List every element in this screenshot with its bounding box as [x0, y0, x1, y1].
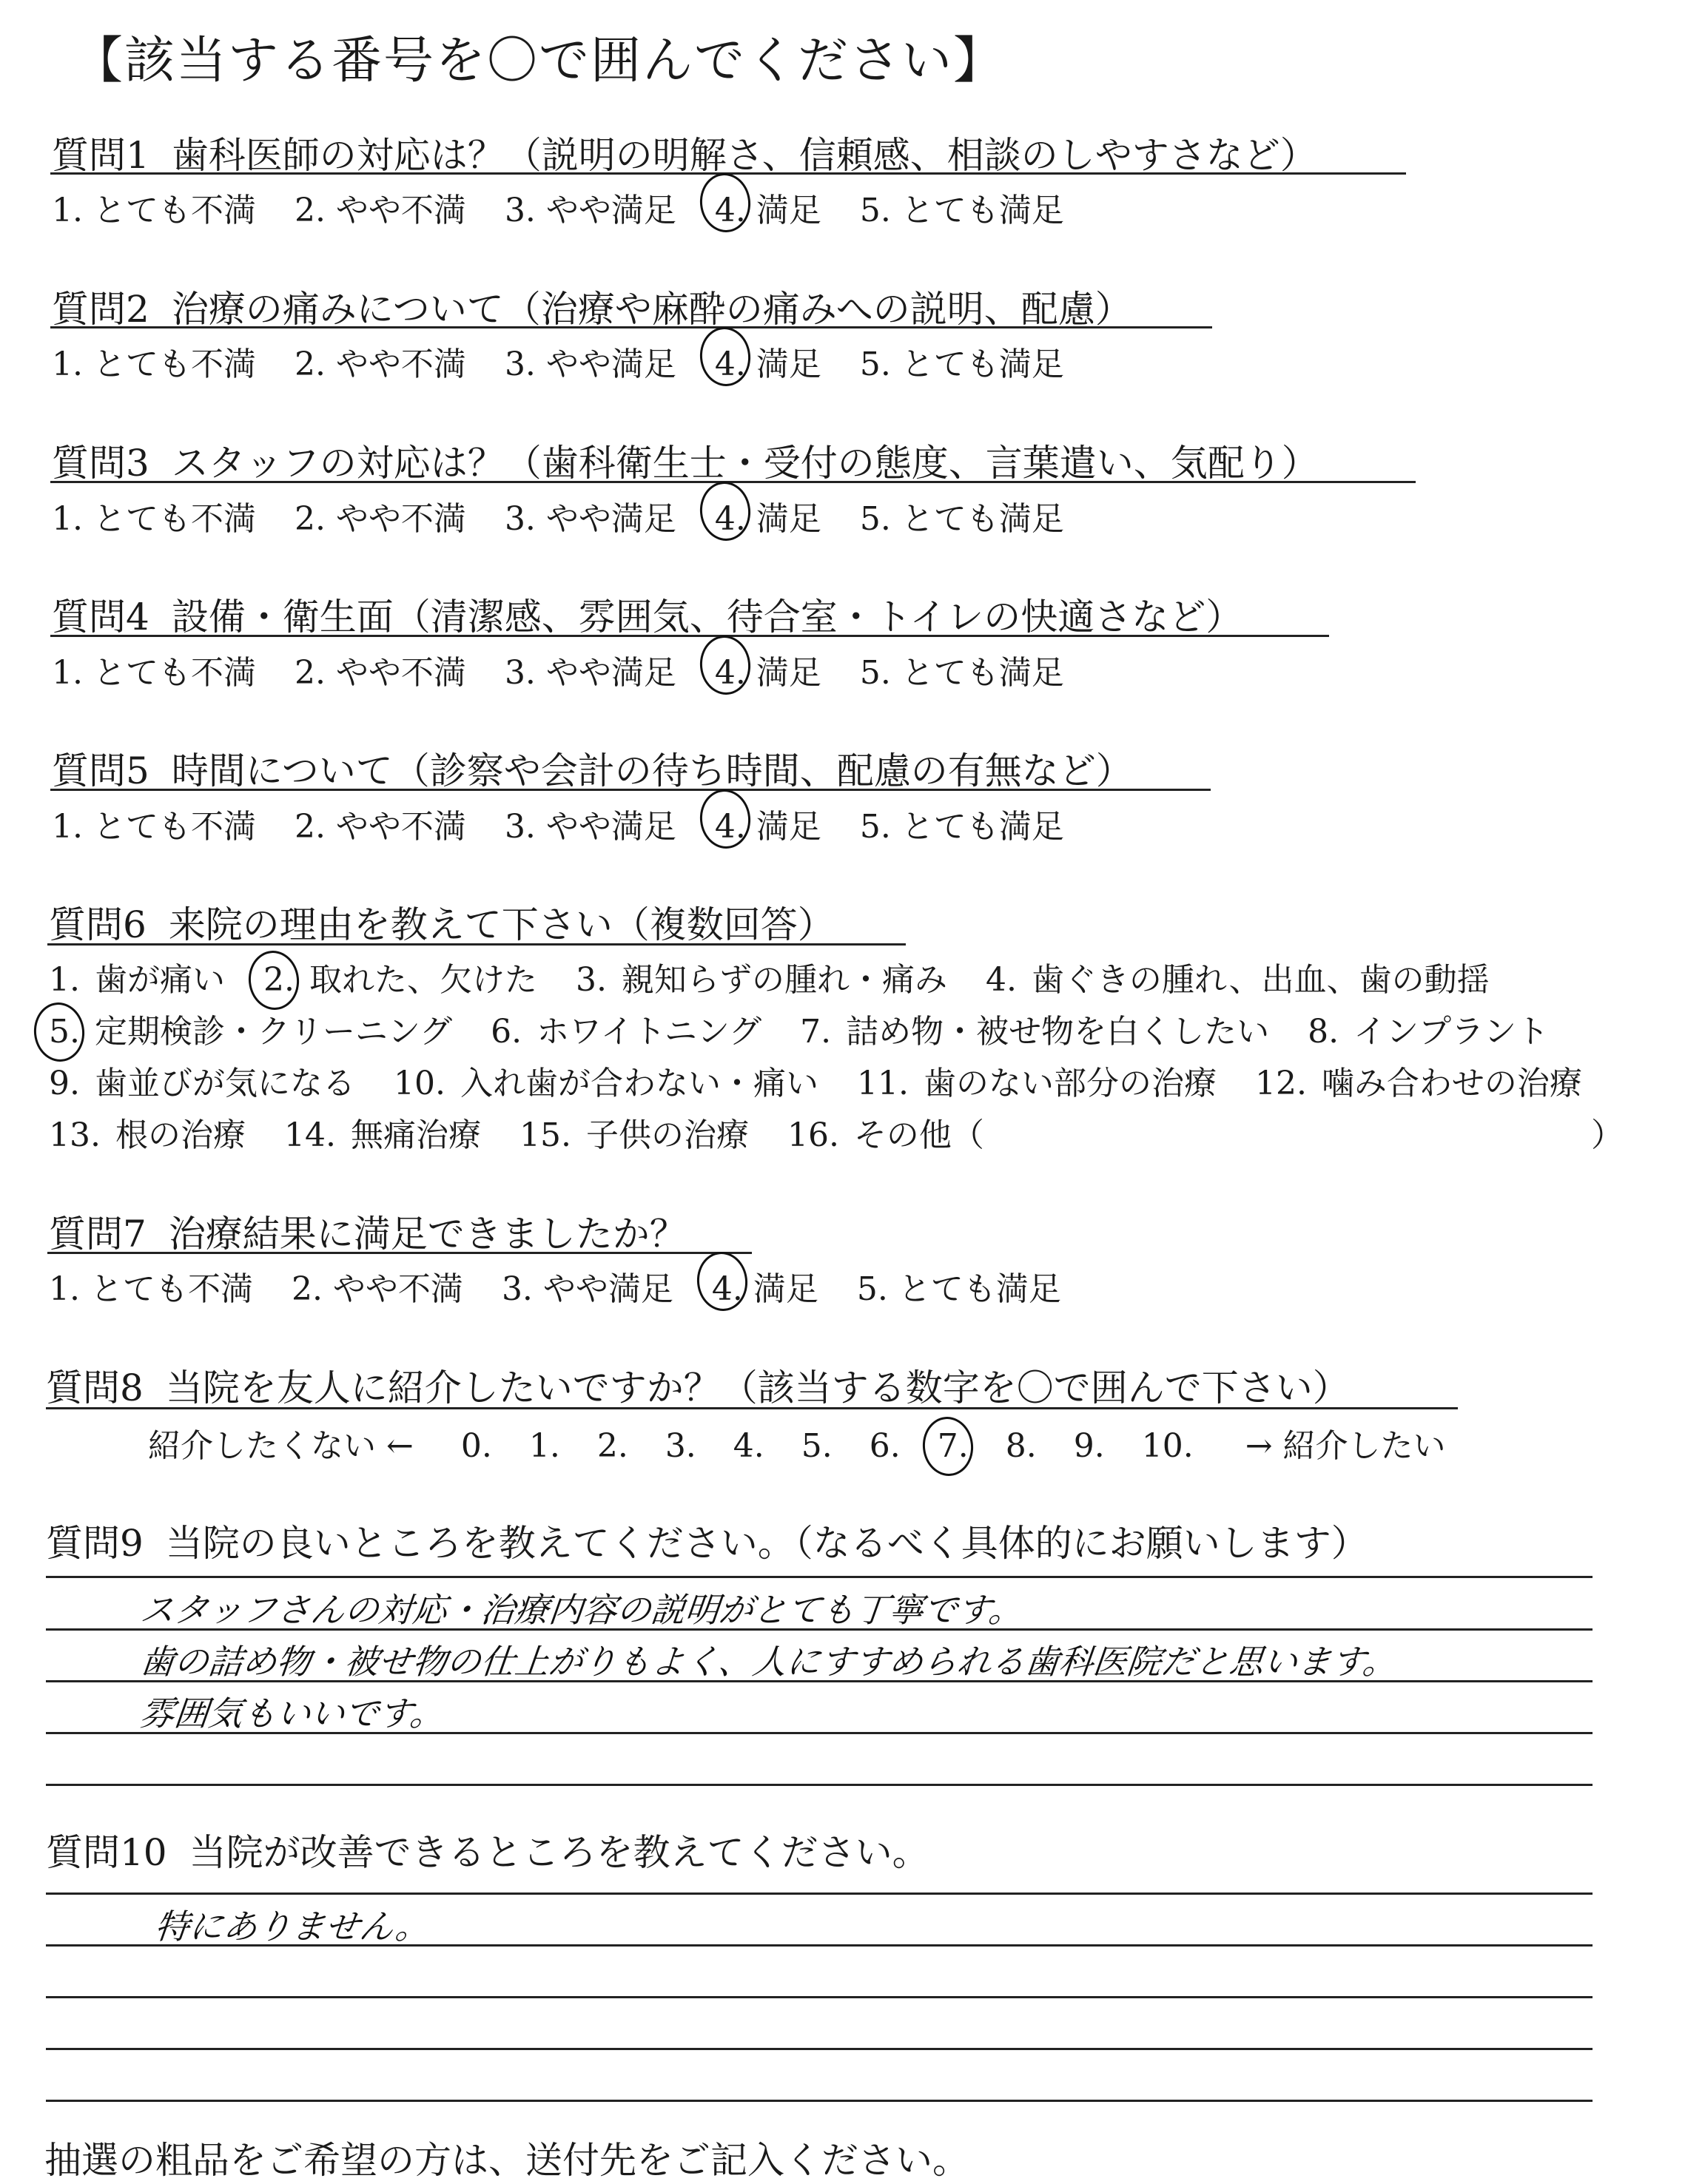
question-2-underline [50, 326, 1212, 328]
scale-values [461, 1427, 1231, 1465]
reason-number: 8. [1308, 1013, 1339, 1051]
reason-option[interactable] [49, 1056, 355, 1104]
question-4-options [52, 646, 1103, 693]
q4-option-5[interactable]: 5. とても満足 [859, 654, 1064, 692]
reason-label: その他（ [853, 1116, 984, 1154]
reason-label: 噛み合わせの治療 [1321, 1065, 1582, 1102]
reason-label: 根の治療 [115, 1116, 246, 1154]
answer-line [46, 1893, 1593, 1895]
reason-label: ホワイトニング [537, 1013, 762, 1051]
question-7-options [49, 1262, 1100, 1310]
question-3-heading [52, 434, 1319, 487]
q1-option-4[interactable]: 4. 満足 [715, 183, 821, 231]
question-10-heading [46, 1823, 929, 1876]
reason-label: 親知らずの腫れ・痛み [621, 961, 947, 999]
reason-label: 入れ歯が合わない・痛い [460, 1065, 818, 1102]
question-4-number: 質問4 [52, 596, 149, 638]
q7-option-4[interactable]: 4. 満足 [712, 1262, 818, 1310]
q1-option-1[interactable]: 1. とても不満 [52, 192, 256, 229]
scale-value[interactable]: 7. [937, 1427, 969, 1465]
reason-option[interactable] [576, 953, 947, 1000]
reason-option[interactable] [49, 953, 225, 1000]
q7-option-2[interactable]: 2. やや不満 [291, 1270, 463, 1308]
scale-value[interactable]: 0. [460, 1427, 492, 1465]
question-9-answer-line-1: スタッフさんの対応・治療内容の説明がとても丁寧です。 [138, 1590, 1025, 1630]
reason-number: 2. [263, 961, 295, 999]
reason-label: 取れた、欠けた [309, 961, 537, 999]
question-6-underline [47, 943, 906, 946]
reason-label: 無痛治療 [350, 1116, 481, 1154]
reason-option[interactable] [986, 953, 1490, 1000]
scale-value[interactable]: 6. [869, 1427, 901, 1465]
reason-option[interactable] [49, 1005, 452, 1052]
answer-line [46, 1996, 1593, 1998]
reason-option[interactable] [284, 1108, 481, 1156]
q2-option-4[interactable]: 4. 満足 [715, 337, 821, 385]
question-3-options [52, 492, 1103, 539]
q5-option-1[interactable]: 1. とても不満 [52, 808, 256, 846]
question-8-number: 質問8 [46, 1366, 144, 1409]
question-2-heading [52, 280, 1132, 333]
question-6-text: 来院の理由を教えて下さい（複数回答） [168, 903, 835, 946]
reason-option[interactable] [1308, 1005, 1549, 1052]
reason-number: 13. [49, 1116, 101, 1154]
page-title: 【該当する番号を〇で囲んでください】 [73, 32, 1006, 90]
q5-option-3[interactable]: 3. やや満足 [504, 808, 676, 846]
q1-option-3[interactable]: 3. やや満足 [504, 192, 676, 229]
question-9-answer-line-3: 雰囲気もいいです。 [138, 1693, 446, 1733]
reason-label: 歯ぐきの腫れ、出血、歯の動揺 [1031, 961, 1490, 999]
question-6-reasons-row-4 [49, 1108, 1023, 1156]
question-6-reasons-row-2 [49, 1005, 1587, 1052]
q3-option-3[interactable]: 3. やや満足 [504, 500, 676, 538]
reason-option[interactable] [394, 1056, 818, 1104]
question-5-heading [52, 741, 1133, 795]
reason-number: 7. [800, 1013, 832, 1051]
answer-line [46, 2100, 1593, 2102]
scale-value[interactable]: 5. [801, 1427, 833, 1465]
q5-option-4[interactable]: 4. 満足 [715, 800, 821, 847]
scale-value[interactable]: 4. [733, 1427, 764, 1465]
q5-option-5[interactable]: 5. とても満足 [859, 808, 1064, 846]
q5-option-2[interactable]: 2. やや不満 [294, 808, 466, 846]
scale-value[interactable]: 2. [596, 1427, 628, 1465]
reason-label: 詰め物・被せ物を白くしたい [846, 1013, 1270, 1051]
question-9-text: 当院の良いところを教えてください。（なるべく具体的にお願いします） [165, 1522, 1368, 1565]
reason-label: 定期検診・クリーニング [94, 1013, 453, 1051]
question-5-underline [50, 789, 1211, 791]
question-9-answer-line-2: 歯の詰め物・被せ物の仕上がりもよく、人にすすめられる歯科医院だと思います。 [138, 1642, 1399, 1682]
question-8-text: 当院を友人に紹介したいですか？（該当する数字を〇で囲んで下さい） [165, 1366, 1350, 1409]
q4-option-3[interactable]: 3. やや満足 [504, 654, 676, 692]
question-6-reasons-row-3 [49, 1056, 1621, 1104]
question-6-number: 質問6 [49, 903, 147, 946]
reason-number: 6. [491, 1013, 522, 1051]
q1-option-5[interactable]: 5. とても満足 [859, 192, 1064, 229]
reason-label: 歯が痛い [94, 961, 225, 999]
scale-value[interactable]: 1. [528, 1427, 560, 1465]
question-6-other-close-paren: ） [1591, 1116, 1624, 1154]
question-7-heading [49, 1204, 687, 1258]
question-8-underline [46, 1407, 1458, 1409]
reason-label: 歯並びが気になる [94, 1065, 355, 1102]
q2-option-2[interactable]: 2. やや不満 [294, 346, 466, 383]
reason-number: 4. [985, 961, 1017, 999]
answer-line [46, 2048, 1593, 2050]
question-8-scale [148, 1419, 1483, 1466]
question-1-options [52, 183, 1103, 231]
question-2-options [52, 337, 1103, 385]
question-10-number: 質問10 [46, 1831, 167, 1874]
q7-option-3[interactable]: 3. やや満足 [501, 1270, 673, 1308]
reason-option[interactable] [857, 1056, 1217, 1104]
question-10-text: 当院が改善できるところを教えてください。 [189, 1831, 929, 1874]
question-9-number: 質問9 [46, 1522, 144, 1565]
question-2-text: 治療の痛みについて（治療や麻酔の痛みへの説明、配慮） [171, 288, 1132, 331]
reason-number: 16. [787, 1116, 839, 1154]
reason-option[interactable] [491, 1005, 761, 1052]
answer-line [46, 1784, 1593, 1786]
question-6-heading [49, 895, 835, 948]
reason-label: 歯のない部分の治療 [923, 1065, 1217, 1102]
q2-option-1[interactable]: 1. とても不満 [52, 346, 256, 383]
question-4-underline [50, 635, 1329, 637]
q2-option-5[interactable]: 5. とても満足 [859, 346, 1064, 383]
question-3-text: スタッフの対応は？（歯科衛生士・受付の態度、言葉遣い、気配り） [171, 442, 1319, 485]
question-4-text: 設備・衛生面（清潔感、雰囲気、待合室・トイレの快適さなど） [171, 596, 1243, 638]
scale-value[interactable]: 3. [665, 1427, 696, 1465]
question-10-answer-line-1: 特にありません。 [152, 1907, 432, 1947]
question-1-heading [52, 126, 1317, 179]
reason-label: 子供の治療 [585, 1116, 749, 1154]
question-8-heading [46, 1358, 1350, 1412]
question-6-reasons-row-1 [49, 953, 1528, 1000]
question-7-text: 治療結果に満足できましたか？ [168, 1213, 687, 1256]
q3-option-1[interactable]: 1. とても不満 [52, 500, 256, 538]
question-5-text: 時間について（診察や会計の待ち時間、配慮の有無など） [171, 749, 1133, 792]
q4-option-1[interactable]: 1. とても不満 [52, 654, 256, 692]
reason-number: 14. [283, 1116, 336, 1154]
reason-number: 9. [49, 1065, 80, 1102]
reason-number: 5. [49, 1013, 80, 1051]
reason-label: インプラント [1353, 1013, 1550, 1051]
q7-option-5[interactable]: 5. とても満足 [856, 1270, 1061, 1308]
question-7-underline [47, 1252, 752, 1254]
question-1-number: 質問1 [52, 134, 149, 177]
q4-option-4[interactable]: 4. 満足 [715, 646, 821, 693]
question-2-number: 質問2 [52, 288, 149, 331]
q3-option-5[interactable]: 5. とても満足 [859, 500, 1064, 538]
question-5-number: 質問5 [52, 749, 149, 792]
question-3-number: 質問3 [52, 442, 149, 485]
reason-option[interactable] [787, 1108, 984, 1156]
scale-value[interactable]: 10. [1141, 1427, 1194, 1465]
q7-option-1[interactable]: 1. とても不満 [49, 1270, 253, 1308]
reason-option[interactable] [263, 953, 537, 1000]
reason-number: 12. [1254, 1065, 1307, 1102]
answer-line [46, 1576, 1593, 1578]
reason-number: 11. [856, 1065, 909, 1102]
question-9-heading [46, 1514, 1368, 1567]
reason-number: 10. [393, 1065, 445, 1102]
reason-option[interactable] [519, 1108, 749, 1156]
q1-option-2[interactable]: 2. やや不満 [294, 192, 466, 229]
scale-right-label: → 紹介したい [1245, 1427, 1446, 1465]
question-5-options [52, 800, 1103, 847]
scale-left-label: 紹介したくない ← [148, 1427, 414, 1465]
scale-value[interactable]: 9. [1073, 1427, 1105, 1465]
question-4-heading [52, 587, 1242, 641]
reason-option[interactable] [49, 1108, 246, 1156]
reason-number: 3. [575, 961, 607, 999]
reason-option[interactable] [800, 1005, 1269, 1052]
question-7-number: 質問7 [49, 1213, 147, 1256]
q4-option-2[interactable]: 2. やや不満 [294, 654, 466, 692]
reason-number: 15. [519, 1116, 571, 1154]
q2-option-3[interactable]: 3. やや満足 [504, 346, 676, 383]
q3-option-4[interactable]: 4. 満足 [715, 492, 821, 539]
footer-cutoff-text: 抽選の粗品をご希望の方は、送付先をご記入ください。 [44, 2139, 969, 2182]
q3-option-2[interactable]: 2. やや不満 [294, 500, 466, 538]
reason-option[interactable] [1255, 1056, 1582, 1104]
reason-number: 1. [49, 961, 80, 999]
scale-value[interactable]: 8. [1005, 1427, 1037, 1465]
question-1-text: 歯科医師の対応は？（説明の明解さ、信頼感、相談のしやすさなど） [171, 134, 1317, 177]
